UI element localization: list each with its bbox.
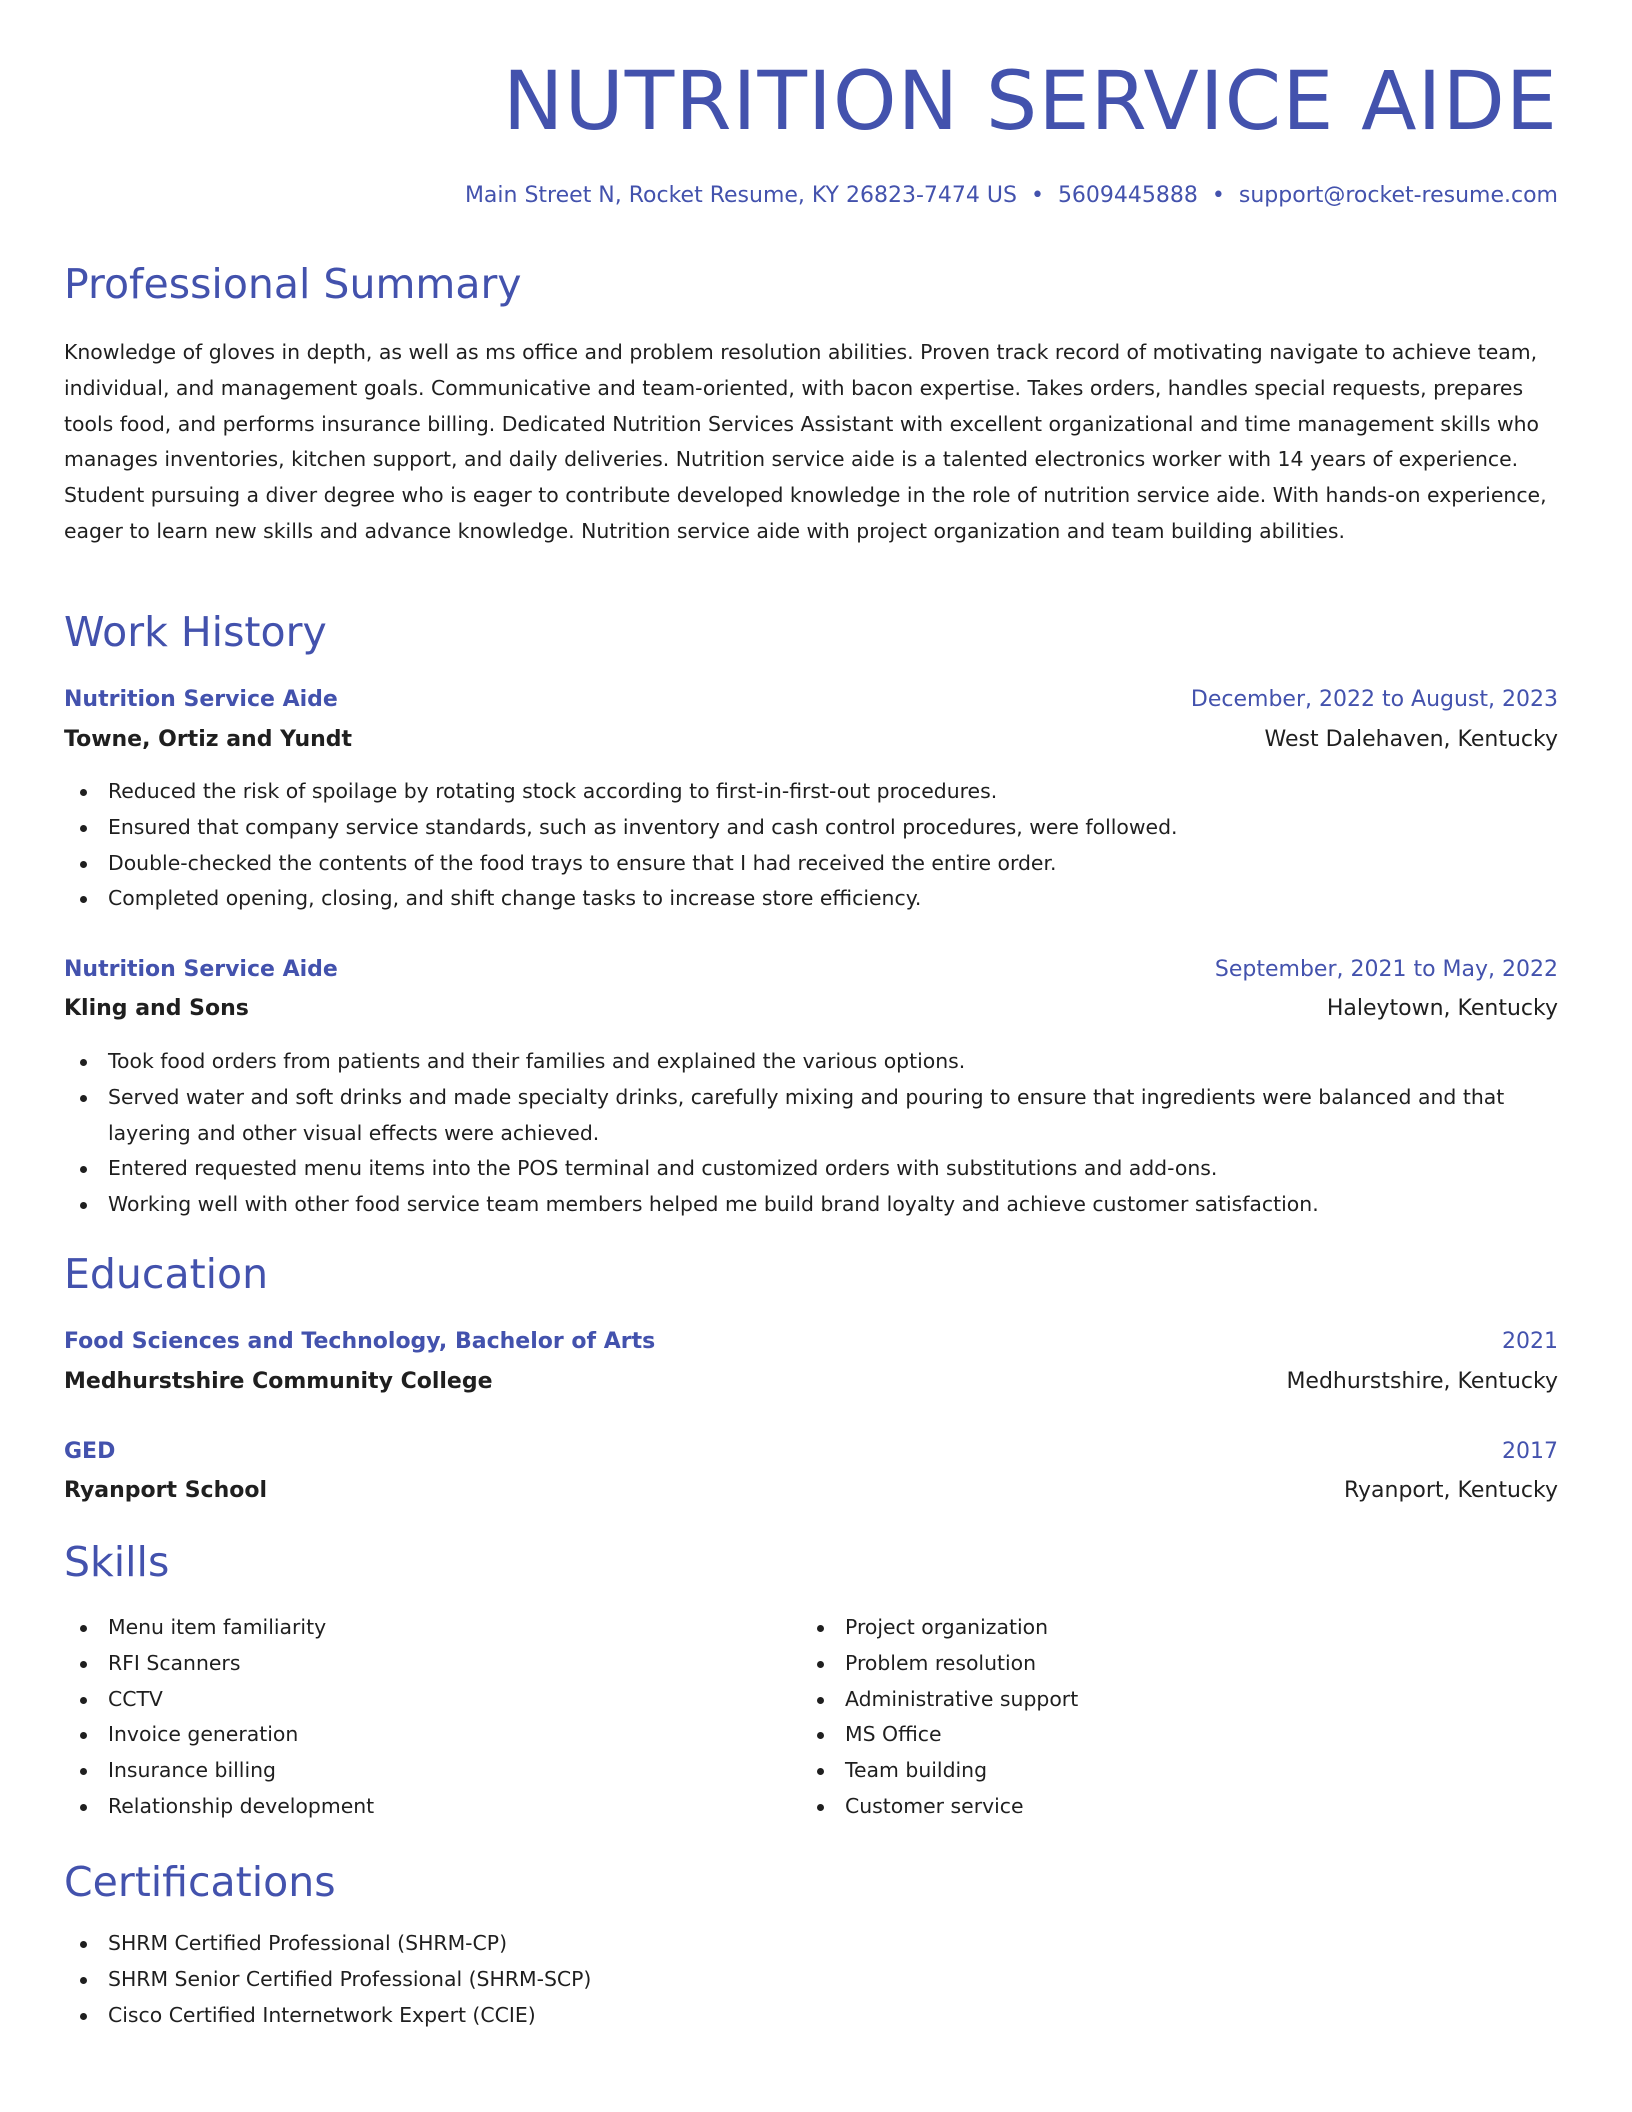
skills-heading: Skills (64, 1538, 170, 1586)
education-location: Medhurstshire, Kentucky (1286, 1368, 1558, 1394)
education-degree-row (64, 1434, 1558, 1468)
job-location: West Dalehaven, Kentucky (1264, 726, 1558, 752)
contact-phone: 5609445888 (1057, 183, 1198, 208)
job-location: Haleytown, Kentucky (1326, 995, 1558, 1021)
summary-text: Knowledge of gloves in depth, as well as ms office and problem resolution abilities. Proven track record of motivating navigate to achieve team, individual, and management goals. Communicative and team-oriented, with bacon expertise. Takes orders, handles special requests, prepares tools food, and performs insurance billing. Dedicated Nutrition Services Assistant with excellent organizational and time management skills who manages inventories, kitchen support, and daily deliveries. Nutrition service aide is a talented electronics worker with 14 years of experience. Student pursuing a diver degree who is eager to contribute developed knowledge in the role of nutrition service aide. With hands-on experience, eager to learn new skills and advance knowledge. Nutrition service aide with project organization and team building abilities. (64, 340, 1547, 543)
skill-item: Project organization (801, 1610, 1558, 1646)
education-school: Ryanport School (64, 1477, 268, 1503)
work-history-heading: Work History (64, 608, 327, 656)
job-company: Towne, Ortiz and Yundt (64, 726, 353, 752)
job-bullet-list (64, 1044, 1558, 1223)
contact-email: support@rocket-resume.com (1238, 183, 1558, 208)
education-school: Medhurstshire Community College (64, 1368, 493, 1394)
certification-item: SHRM Senior Certified Professional (SHRM-SCP) (64, 1962, 1558, 1998)
job-bullet: Took food orders from patients and their families and explained the various options. (64, 1044, 1558, 1080)
job-role: Nutrition Service Aide (64, 956, 338, 982)
skill-item: Invoice generation (64, 1717, 794, 1753)
contact-line (465, 180, 1558, 212)
job-bullet: Working well with other food service team members helped me build brand loyalty and achieve customer satisfaction. (64, 1187, 1558, 1223)
job-company-row (64, 722, 1558, 756)
skill-item: RFI Scanners (64, 1646, 794, 1682)
education-degree-row (64, 1324, 1558, 1358)
education-degree: Food Sciences and Technology, Bachelor of Arts (64, 1328, 656, 1354)
job-title-row (64, 952, 1558, 986)
certification-item: Cisco Certified Internetwork Expert (CCIE) (64, 1998, 1558, 2034)
skill-item: Insurance billing (64, 1753, 794, 1789)
skill-item: Problem resolution (801, 1646, 1558, 1682)
job-bullet: Completed opening, closing, and shift change tasks to increase store efficiency. (64, 881, 1558, 917)
skill-item: Relationship development (64, 1789, 794, 1825)
job-dates: September, 2021 to May, 2022 (1214, 956, 1558, 982)
job-bullet: Ensured that company service standards, such as inventory and cash control procedures, were followed. (64, 810, 1558, 846)
education-location: Ryanport, Kentucky (1343, 1477, 1558, 1503)
job-bullet: Reduced the risk of spoilage by rotating stock according to first-in-first-out procedures. (64, 774, 1558, 810)
education-year: 2021 (1502, 1328, 1558, 1354)
job-title-row (64, 682, 1558, 716)
skill-item: Customer service (801, 1789, 1558, 1825)
job-bullet: Entered requested menu items into the POS terminal and customized orders with substitutions and add-ons. (64, 1151, 1558, 1187)
contact-separator: • (1211, 183, 1225, 208)
job-bullet: Served water and soft drinks and made specialty drinks, carefully mixing and pouring to ensure that ingredients were balanced and that layering and other visual effects were achieved. (64, 1080, 1558, 1152)
education-heading: Education (64, 1250, 269, 1298)
skill-item: CCTV (64, 1682, 794, 1718)
skill-item: Team building (801, 1753, 1558, 1789)
certifications-list (64, 1926, 1558, 2033)
summary-heading: Professional Summary (64, 260, 522, 308)
education-year: 2017 (1502, 1438, 1558, 1464)
education-degree: GED (64, 1438, 116, 1464)
skill-item: Menu item familiarity (64, 1610, 794, 1646)
job-company-row (64, 991, 1558, 1025)
education-school-row (64, 1473, 1558, 1507)
job-role: Nutrition Service Aide (64, 686, 338, 712)
job-company: Kling and Sons (64, 995, 249, 1021)
certification-item: SHRM Certified Professional (SHRM-CP) (64, 1926, 1558, 1962)
job-bullet: Double-checked the contents of the food trays to ensure that I had received the entire order. (64, 846, 1558, 882)
job-dates: December, 2022 to August, 2023 (1190, 686, 1558, 712)
skill-item: MS Office (801, 1717, 1558, 1753)
contact-separator: • (1030, 183, 1044, 208)
skills-list-left (64, 1610, 794, 1825)
skill-item: Administrative support (801, 1682, 1558, 1718)
education-school-row (64, 1364, 1558, 1398)
candidate-name: NUTRITION SERVICE AIDE (502, 55, 1558, 149)
certifications-heading: Certifications (64, 1858, 336, 1906)
skills-list-right (801, 1610, 1558, 1825)
job-bullet-list (64, 774, 1558, 917)
contact-address: Main Street N, Rocket Resume, KY 26823-7474 US (464, 183, 1017, 208)
